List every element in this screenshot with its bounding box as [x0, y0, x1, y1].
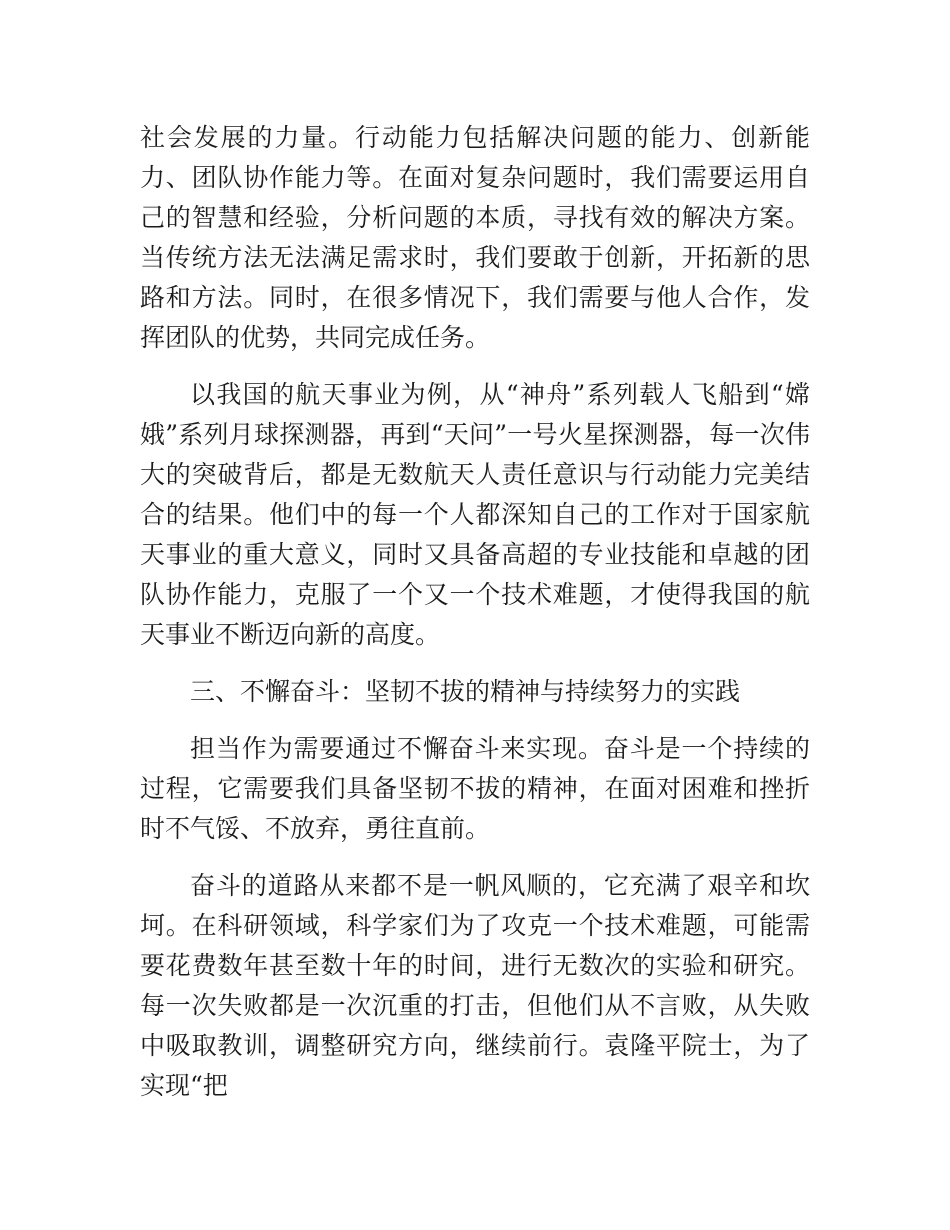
paragraph-continuation: 社会发展的力量。行动能力包括解决问题的能力、创新能力、团队协作能力等。在面对复杂问题时，我们需要运用自己的智慧和经验，分析问题的本质，寻找有效的解决方案。当传统方法无法满足需求时，我们要敢于创新，开拓新的思路和方法。同时，在很多情况下，我们需要与他人合作，发挥团队的优势，共同完成任务。	[140, 123, 810, 352]
document-body	[140, 118, 810, 1123]
section-heading-3: 三、不懈奋斗：坚韧不拔的精神与持续努力的实践	[190, 677, 741, 706]
paragraph-struggle-path: 奋斗的道路从来都不是一帆风顺的，它充满了艰辛和坎坷。在科研领域，科学家们为了攻克一个技术难题，可能需要花费数年甚至数十年的时间，进行无数次的实验和研究。每一次失败都是一次沉重的打击，但他们从不言败，从失败中吸取教训，调整研究方向，继续前行。袁隆平院士，为了实现“把	[140, 871, 810, 1100]
paragraph-aerospace-example: 以我国的航天事业为例，从“神舟”系列载人飞船到“嫦娥”系列月球探测器，再到“天问”一号火星探测器，每一次伟大的突破背后，都是无数航天人责任意识与行动能力完美结合的结果。他们中的每一个人都深知自己的工作对于国家航天事业的重大意义，同时又具备高超的专业技能和卓越的团队协作能力，克服了一个又一个技术难题，才使得我国的航天事业不断迈向新的高度。	[140, 380, 810, 649]
paragraph-struggle-intro: 担当作为需要通过不懈奋斗来实现。奋斗是一个持续的过程，它需要我们具备坚韧不拔的精神，在面对困难和挫折时不气馁、不放弃，勇往直前。	[140, 734, 810, 843]
